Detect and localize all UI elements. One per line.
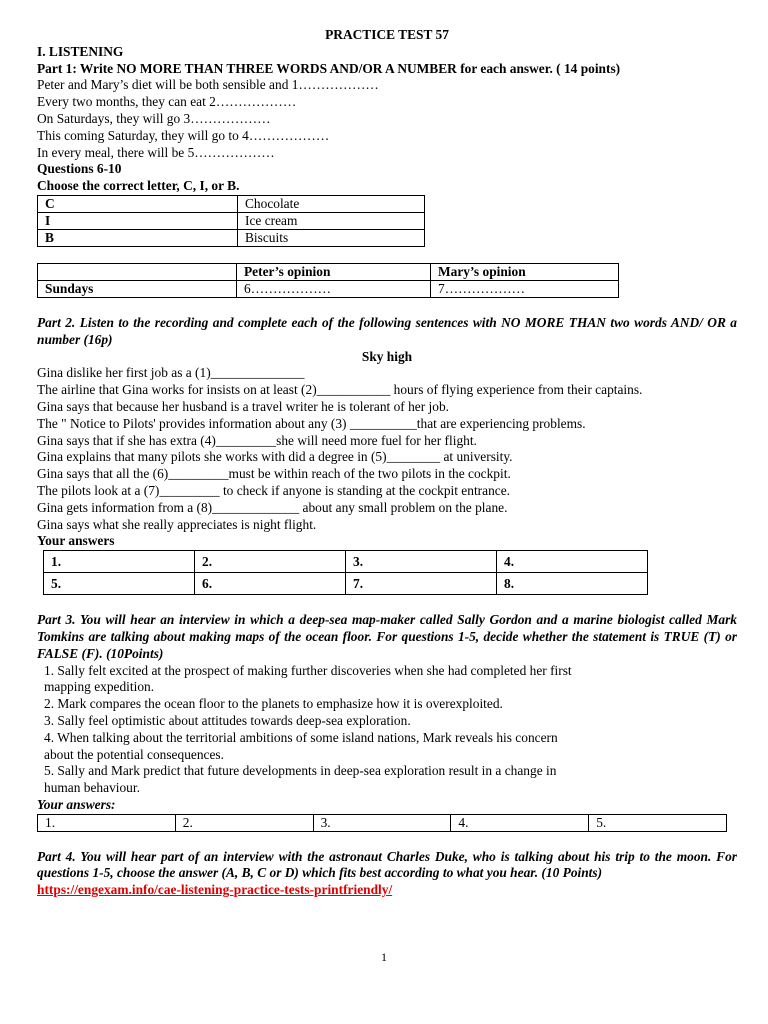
answer-cell[interactable]: 5. [589,814,727,831]
part2-line: Gina dislike her first job as a (1)______________ [37,365,305,381]
part2-line: The " Notice to Pilots' provides information about any (3) __________that are experiencing problems. [37,415,586,431]
answer-cell[interactable]: 8. [497,573,648,595]
answer-grid [37,814,727,832]
answer-cell[interactable]: 3. [346,551,497,573]
part2-line: Gina explains that many pilots she works with did a degree in (5)________ at university. [37,449,513,465]
table-row [38,195,425,212]
opinion-header [38,263,237,280]
answer-cell[interactable]: 4. [497,551,648,573]
page-title: PRACTICE TEST 57 [325,27,449,42]
choice-letter: B [38,229,238,246]
answer-cell[interactable]: 3. [313,814,451,831]
part1-heading: Part 1: Write NO MORE THAN THREE WORDS AND/OR A NUMBER for each answer. ( 14 points) [37,60,621,76]
questions-label: Questions 6-10 [37,161,122,177]
section-heading: I. LISTENING [37,43,124,59]
part1-line: In every meal, there will be 5……………… [37,144,275,160]
page-number: 1 [381,950,387,964]
part2-line: Gina gets information from a (8)_____________ about any small problem on the plane. [37,499,508,515]
part2-line: Gina says what she really appreciates is night flight. [37,516,317,532]
part2-line: Gina says that because her husband is a travel writer he is tolerant of her job. [37,398,449,414]
opinion-header: Peter’s opinion [237,263,431,280]
part2-heading: Part 2. Listen to the recording and complete each of the following sentences with NO MORE THAN two words AND/ OR a number (16p) [37,314,737,347]
answer-cell[interactable]: 6. [195,573,346,595]
answers-label: Your answers: [37,796,116,812]
statement-item: 3. Sally feel optimistic about attitudes towards deep-sea exploration. [44,712,411,728]
answers-label: Your answers [37,533,115,549]
part2-line: The airline that Gina works for insists on at least (2)___________ hours of flying experience from their captains. [37,382,643,398]
part2-subtitle: Sky high [361,348,413,364]
choice-item: Biscuits [238,229,425,246]
answer-cell[interactable]: 2. [175,814,313,831]
part4-heading: Part 4. You will hear part of an interview with the astronaut Charles Duke, who is talking about his trip to the moon. For questions 1-5, choose the answer (A, B, C or D) which fits best according to what you hear. (10 Points) [37,848,737,881]
opinion-table [37,263,619,298]
choice-letter: C [38,195,238,212]
choice-item: Ice cream [238,212,425,229]
opinion-cell: 7……………… [431,280,619,297]
reference-link[interactable]: https://engexam.info/cae-listening-practice-tests-printfriendly/ [37,882,393,898]
table-header-row [38,263,619,280]
statement-item: 1. Sally felt excited at the prospect of making further discoveries when she had completed her first mapping expedition. [44,662,572,695]
part1-line: On Saturdays, they will go 3……………… [37,110,271,126]
table-row [38,814,727,831]
statement-item: 2. Mark compares the ocean floor to the planets to emphasize how it is overexploited. [44,696,503,712]
table-row [44,551,648,573]
part1-line: This coming Saturday, they will go to 4……………… [37,127,330,143]
part2-line: Gina says that if she has extra (4)_________she will need more fuel for her flight. [37,432,477,448]
table-row [38,229,425,246]
answer-cell[interactable]: 1. [44,551,195,573]
part1-line: Peter and Mary’s diet will be both sensible and 1……………… [37,77,379,93]
table-row [44,573,648,595]
answer-cell[interactable]: 4. [451,814,589,831]
answer-grid [43,550,648,595]
opinion-header: Mary’s opinion [431,263,619,280]
part2-line: The pilots look at a (7)_________ to check if anyone is standing at the cockpit entrance. [37,482,511,498]
opinion-cell: Sundays [38,280,237,297]
choice-letter: I [38,212,238,229]
part2-line: Gina says that all the (6)_________must be within reach of the two pilots in the cockpit. [37,466,511,482]
document-page [37,27,737,899]
part3-heading: Part 3. You will hear an interview in which a deep-sea map-maker called Sally Gordon and a marine biologist called Mark Tomkins are talking about making maps of the ocean floor. For questions 1-5, decide whether the statement is TRUE (T) or FALSE (F). (10Points) [37,612,737,661]
answer-cell[interactable]: 1. [38,814,176,831]
answer-cell[interactable]: 5. [44,573,195,595]
answer-cell[interactable]: 7. [346,573,497,595]
choice-table [37,195,425,247]
part1-line: Every two months, they can eat 2……………… [37,94,297,110]
table-row [38,212,425,229]
opinion-cell: 6……………… [237,280,431,297]
statement-item: 5. Sally and Mark predict that future developments in deep-sea exploration result in a change in human behaviour. [44,763,557,796]
answer-cell[interactable]: 2. [195,551,346,573]
choice-item: Chocolate [238,195,425,212]
choose-instruction: Choose the correct letter, C, I, or B. [37,178,240,194]
statement-item: 4. When talking about the territorial ambitions of some island nations, Mark reveals his concern about the potential consequences. [44,729,558,762]
table-row [38,280,619,297]
